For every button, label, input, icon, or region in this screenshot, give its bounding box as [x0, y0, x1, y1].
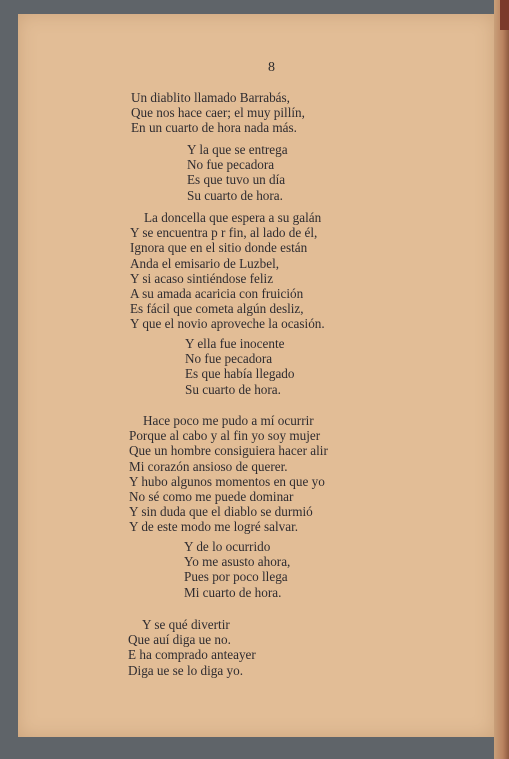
poem-line: Un diablito llamado Barrabás,: [131, 90, 290, 105]
poem-line: Y la que se entrega: [187, 142, 288, 157]
poem-line: Y se qué divertir: [142, 617, 230, 632]
poem-line: Que auí diga ue no.: [128, 632, 231, 648]
poem-line: No fue pecadora: [185, 351, 273, 367]
poem-line: Es que había llegado: [185, 366, 295, 382]
poem-line: Yo me asusto ahora,: [184, 554, 291, 570]
poem-line: Y sin duda que el diablo se durmió: [129, 504, 313, 520]
poem-line: Su cuarto de hora.: [185, 381, 281, 397]
poem-line: Anda el emisario de Luzbel,: [130, 255, 280, 271]
poem-line: Es que tuvo un día: [187, 172, 286, 188]
poem-line: Diga ue se lo diga yo.: [128, 662, 243, 678]
poem-line: Mi cuarto de hora.: [184, 584, 282, 600]
poem-line: Y de lo ocurrido: [184, 539, 271, 554]
poem-line: Mi corazón ansioso de querer.: [129, 458, 288, 474]
poem-line: En un cuarto de hora nada más.: [131, 120, 297, 136]
page-edge: [494, 0, 509, 759]
stanza-3: [130, 210, 325, 332]
poem-line: Y se encuentra p r fin, al lado de él,: [130, 225, 318, 241]
poem-line: Ignora que en el sitio donde están: [130, 240, 308, 256]
poem-line: Que nos hace caer; el muy pillín,: [131, 105, 305, 121]
poem-line: La doncella que espera a su galán: [144, 210, 322, 225]
page-number: 8: [268, 60, 275, 75]
poem-line: Su cuarto de hora.: [187, 187, 283, 203]
stanza-5: [129, 413, 328, 535]
poem-line: E ha comprado anteayer: [128, 647, 256, 663]
poem-line: A su amada acaricia con fruición: [130, 285, 304, 301]
poem-line: Y si acaso sintiéndose feliz: [130, 270, 274, 286]
poem-line: Y ella fue inocente: [185, 336, 285, 351]
poem-line: No fue pecadora: [187, 157, 275, 173]
stanza-2: [187, 142, 288, 203]
stanza-1: [131, 90, 305, 136]
stanza-7: [128, 617, 256, 678]
stanza-4: [185, 336, 295, 397]
poem-line: Es fácil que cometa algún desliz,: [130, 301, 304, 317]
poem-line: Hace poco me pudo a mí ocurrir: [143, 413, 314, 428]
poem-line: Porque al cabo y al fin yo soy mujer: [129, 428, 321, 444]
poem-line: Y que el novio aproveche la ocasión.: [130, 316, 325, 332]
page-edge-shadow: [500, 0, 509, 30]
poem-line: Pues por poco llega: [184, 569, 288, 585]
poem-line: Y de este modo me logré salvar.: [129, 519, 299, 535]
poem-line: No sé como me puede dominar: [129, 488, 294, 504]
poem-line: Que un hombre consiguiera hacer alir: [129, 443, 328, 459]
stanza-6: [184, 539, 290, 600]
poem-line: Y hubo algunos momentos en que yo: [129, 473, 325, 489]
